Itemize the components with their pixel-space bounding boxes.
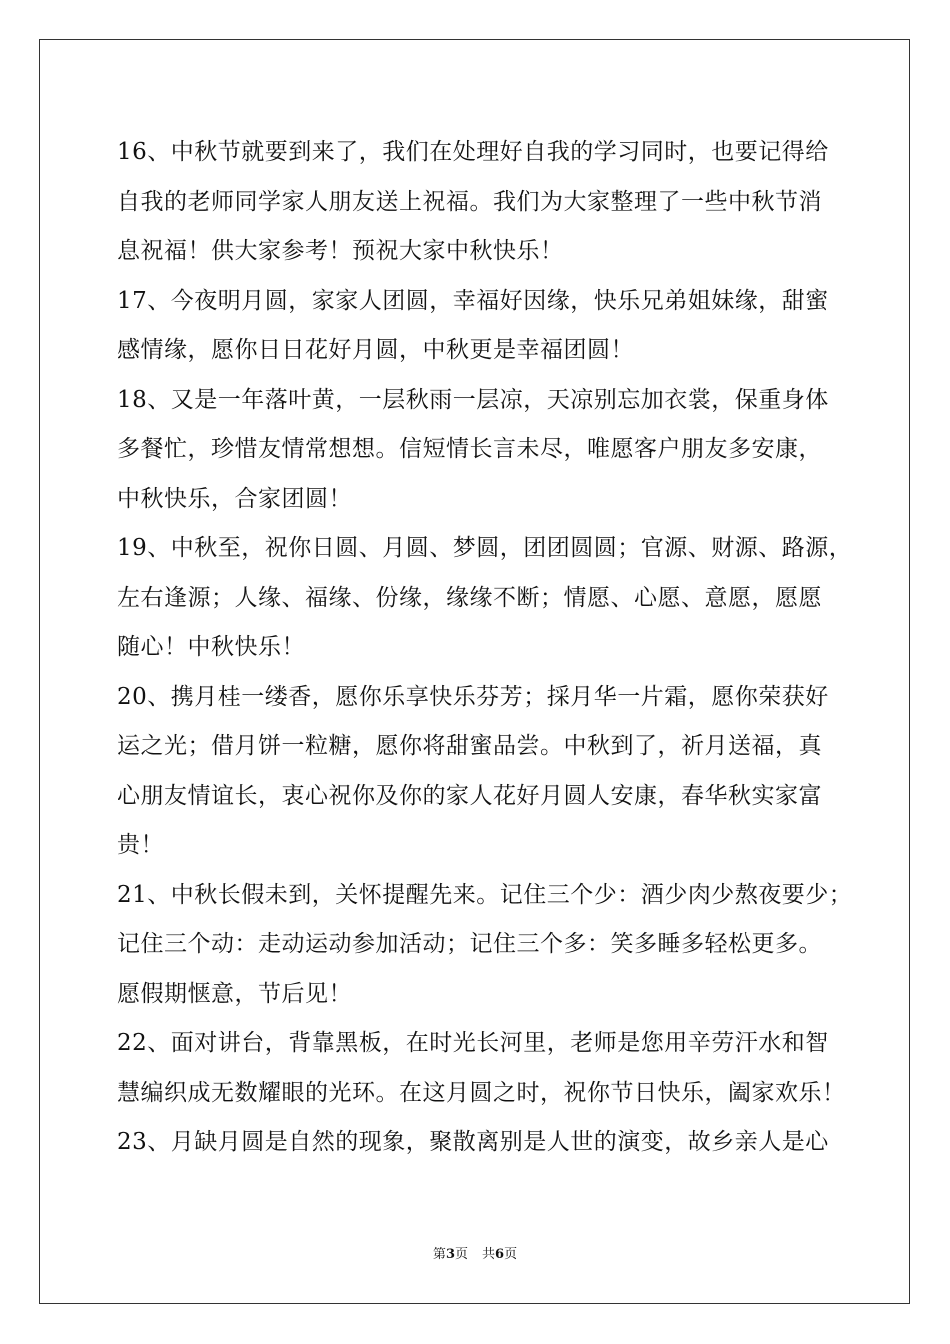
text-line: 贵！	[117, 832, 164, 858]
text-line: 21、中秋长假未到，关怀提醒先来。记住三个少：酒少肉少熬夜要少；	[117, 881, 853, 908]
text-line: 心朋友情谊长，衷心祝你及你的家人花好月圆人安康，春华秋实家富	[117, 782, 822, 809]
text-line: 自我的老师同学家人朋友送上祝福。我们为大家整理了一些中秋节消	[117, 188, 822, 215]
text-line: 16、中秋节就要到来了，我们在处理好自我的学习同时，也要记得给	[117, 139, 829, 165]
text-line: 20、携月桂一缕香，愿你乐享快乐芬芳；採月华一片霜，愿你荣获好	[117, 683, 829, 710]
page-prefix: 第	[432, 1247, 446, 1262]
document-body	[117, 128, 853, 1168]
text-line: 息祝福！供大家参考！预祝大家中秋快乐！	[117, 238, 564, 264]
text-line: 愿假期惬意，节后见！	[117, 980, 352, 1007]
text-line: 记住三个动：走动运动参加活动；记住三个多：笑多睡多轻松更多。	[117, 931, 822, 957]
text-line: 17、今夜明月圆，家家人团圆，幸福好因缘，快乐兄弟姐妹缘，甜蜜	[117, 287, 829, 314]
total-unit: 页	[504, 1247, 518, 1262]
text-line: 多餐忙，珍惜友情常想想。信短情长言未尽，唯愿客户朋友多安康，	[117, 436, 822, 462]
text-line: 左右逢源；人缘、福缘、份缘，缘缘不断；情愿、心愿、意愿，愿愿	[117, 584, 822, 611]
total-prefix: 共	[482, 1247, 496, 1262]
page-total: 6	[495, 1247, 505, 1262]
text-line: 中秋快乐，合家团圆！	[117, 485, 352, 512]
text-line: 23、月缺月圆是自然的现象，聚散离别是人世的演变，故乡亲人是心	[117, 1129, 829, 1155]
text-line: 随心！中秋快乐！	[117, 634, 305, 660]
text-line: 慧编织成无数耀眼的光环。在这月圆之时，祝你节日快乐，阖家欢乐！	[117, 1079, 846, 1106]
page-current: 3	[445, 1247, 455, 1262]
text-line: 运之光；借月饼一粒糖，愿你将甜蜜品尝。中秋到了，祈月送福，真	[117, 733, 822, 759]
page-unit: 页	[454, 1247, 468, 1262]
text-line: 感情缘，愿你日日花好月圆，中秋更是幸福团圆！	[117, 337, 634, 363]
text-line: 22、面对讲台，背靠黑板，在时光长河里，老师是您用辛劳汗水和智	[117, 1030, 829, 1056]
text-line: 18、又是一年落叶黄，一层秋雨一层凉，天凉别忘加衣裳，保重身体	[117, 386, 829, 413]
text-line: 19、中秋至，祝你日圆、月圆、梦圆，团团圆圆；官源、财源、路源，	[117, 535, 853, 561]
page-footer	[0, 1247, 950, 1263]
